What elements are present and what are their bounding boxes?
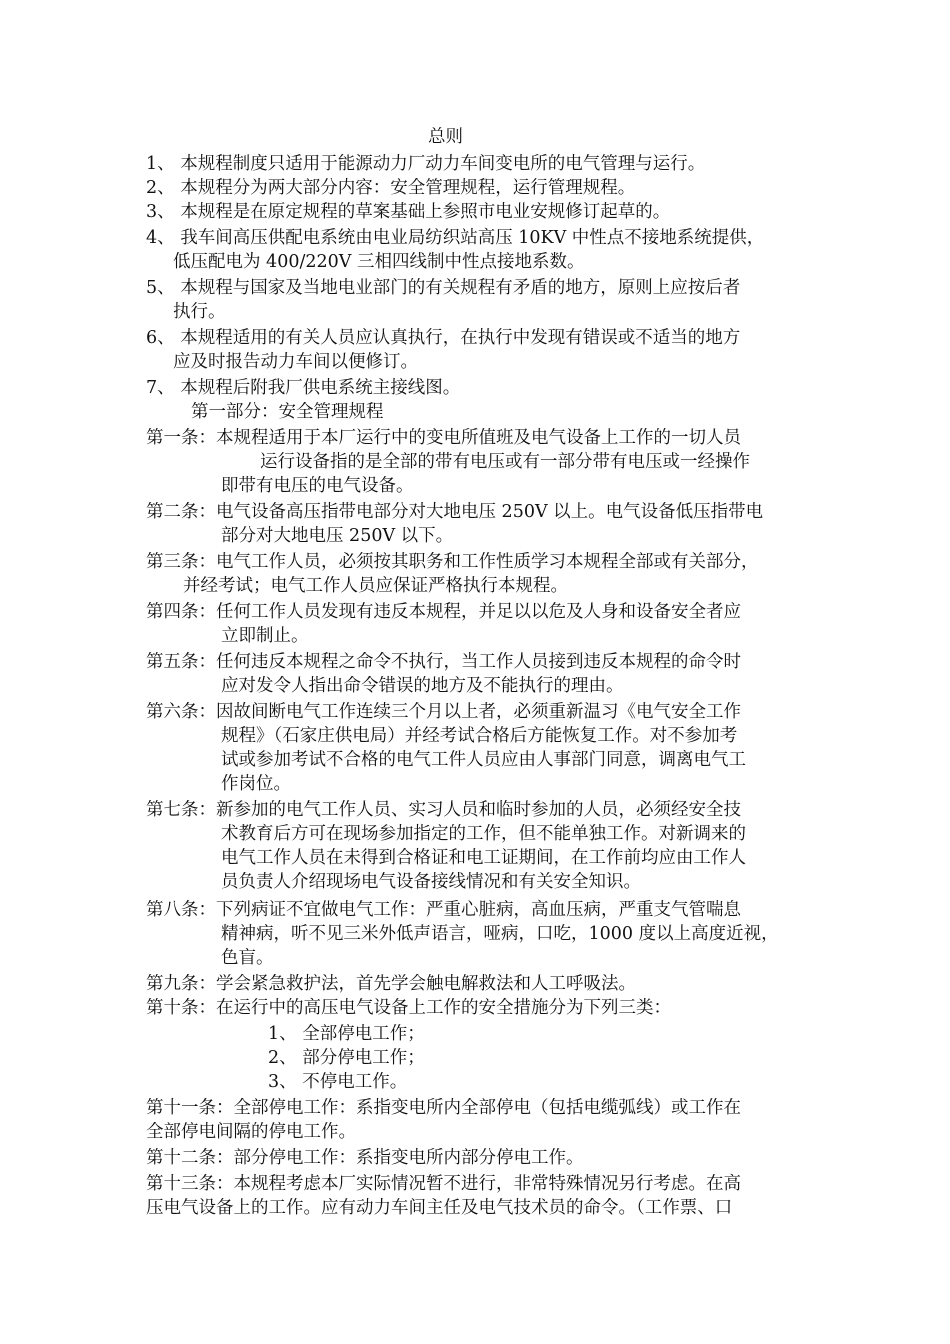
article-8-line-3: 色盲。 [221,948,274,968]
general-item-2: 2、 本规程分为两大部分内容：安全管理规程，运行管理规程。 [146,178,636,198]
article-10: 第十条：在运行中的高压电气设备上工作的安全措施分为下列三类： [146,998,671,1018]
article-1-line-1: 第一条：本规程适用于本厂运行中的变电所值班及电气设备上工作的一切人员 [146,428,741,448]
article-13-line-1: 第十三条：本规程考虑本厂实际情况暂不进行，非常特殊情况另行考虑。在高 [146,1174,741,1194]
article-7-line-2: 术教育后方可在现场参加指定的工作，但不能单独工作。对新调来的 [221,824,746,844]
article-1-line-2: 运行设备指的是全部的带有电压或有一部分带有电压或一经操作 [260,452,750,472]
general-item-6-line-2: 应及时报告动力车间以便修订。 [173,352,418,372]
article-7-line-4: 员负责人介绍现场电气设备接线情况和有关安全知识。 [221,872,641,892]
article-8-line-1: 第八条：下列病证不宜做电气工作：严重心脏病，高血压病，严重支气管喘息 [146,900,741,920]
article-8-line-2: 精神病，听不见三米外低声语言，哑病，口吃，1000 度以上高度近视， [221,924,779,944]
article-9: 第九条：学会紧急救护法，首先学会触电解救法和人工呼吸法。 [146,974,636,994]
article-4-line-2: 立即制止。 [221,626,309,646]
article-2-line-2: 部分对大地电压 250V 以下。 [221,526,454,546]
article-6-line-1: 第六条：因故间断电气工作连续三个月以上者，必须重新温习《电气安全工作 [146,702,741,722]
article-6-line-2: 规程》（石家庄供电局）并经考试合格后方能恢复工作。对不参加考 [221,726,738,746]
general-item-4-line-2: 低压配电为 400/220V 三相四线制中性点接地系数。 [173,252,585,272]
article-6-line-3: 试或参加考试不合格的电气工件人员应由人事部门同意，调离电气工 [221,750,746,770]
general-item-7: 7、 本规程后附我厂供电系统主接线图。 [146,378,461,398]
article-12: 第十二条：部分停电工作：系指变电所内部分停电工作。 [146,1148,584,1168]
article-10-sub-3: 3、 不停电工作。 [268,1072,408,1092]
article-7-line-1: 第七条：新参加的电气工作人员、实习人员和临时参加的人员，必须经安全技 [146,800,741,820]
article-11-line-1: 第十一条：全部停电工作：系指变电所内全部停电（包括电缆弧线）或工作在 [146,1098,741,1118]
general-item-4-line-1: 4、 我车间高压供配电系统由电业局纺织站高压 10KV 中性点不接地系统提供， [146,228,765,248]
article-1-line-3: 即带有电压的电气设备。 [221,476,414,496]
article-4-line-1: 第四条：任何工作人员发现有违反本规程，并足以以危及人身和设备安全者应 [146,602,741,622]
article-5-line-1: 第五条：任何违反本规程之命令不执行，当工作人员接到违反本规程的命令时 [146,652,741,672]
general-item-5-line-2: 执行。 [173,302,226,322]
article-7-line-3: 电气工作人员在未得到合格证和电工证期间，在工作前均应由工作人 [221,848,746,868]
general-item-3: 3、 本规程是在原定规程的草案基础上参照市电业安规修订起草的。 [146,202,671,222]
general-item-1: 1、 本规程制度只适用于能源动力厂动力车间变电所的电气管理与运行。 [146,154,706,174]
part1-heading: 第一部分：安全管理规程 [191,402,384,422]
article-2-line-1: 第二条：电气设备高压指带电部分对大地电压 250V 以上。电气设备低压指带电 [146,502,764,522]
document-title: 总则 [428,127,463,147]
article-3-line-1: 第三条：电气工作人员，必须按其职务和工作性质学习本规程全部或有关部分， [146,552,759,572]
article-3-line-2: 并经考试；电气工作人员应保证严格执行本规程。 [183,576,568,596]
article-11-line-2: 全部停电间隔的停电工作。 [146,1122,356,1142]
general-item-6-line-1: 6、 本规程适用的有关人员应认真执行，在执行中发现有错误或不适当的地方 [146,328,741,348]
article-13-line-2: 压电气设备上的工作。应有动力车间主任及电气技术员的命令。（工作票、口 [146,1198,733,1218]
article-10-sub-1: 1、 全部停电工作； [268,1024,425,1044]
article-5-line-2: 应对发令人指出命令错误的地方及不能执行的理由。 [221,676,624,696]
article-6-line-4: 作岗位。 [221,774,291,794]
article-10-sub-2: 2、 部分停电工作； [268,1048,425,1068]
general-item-5-line-1: 5、 本规程与国家及当地电业部门的有关规程有矛盾的地方，原则上应按后者 [146,278,741,298]
